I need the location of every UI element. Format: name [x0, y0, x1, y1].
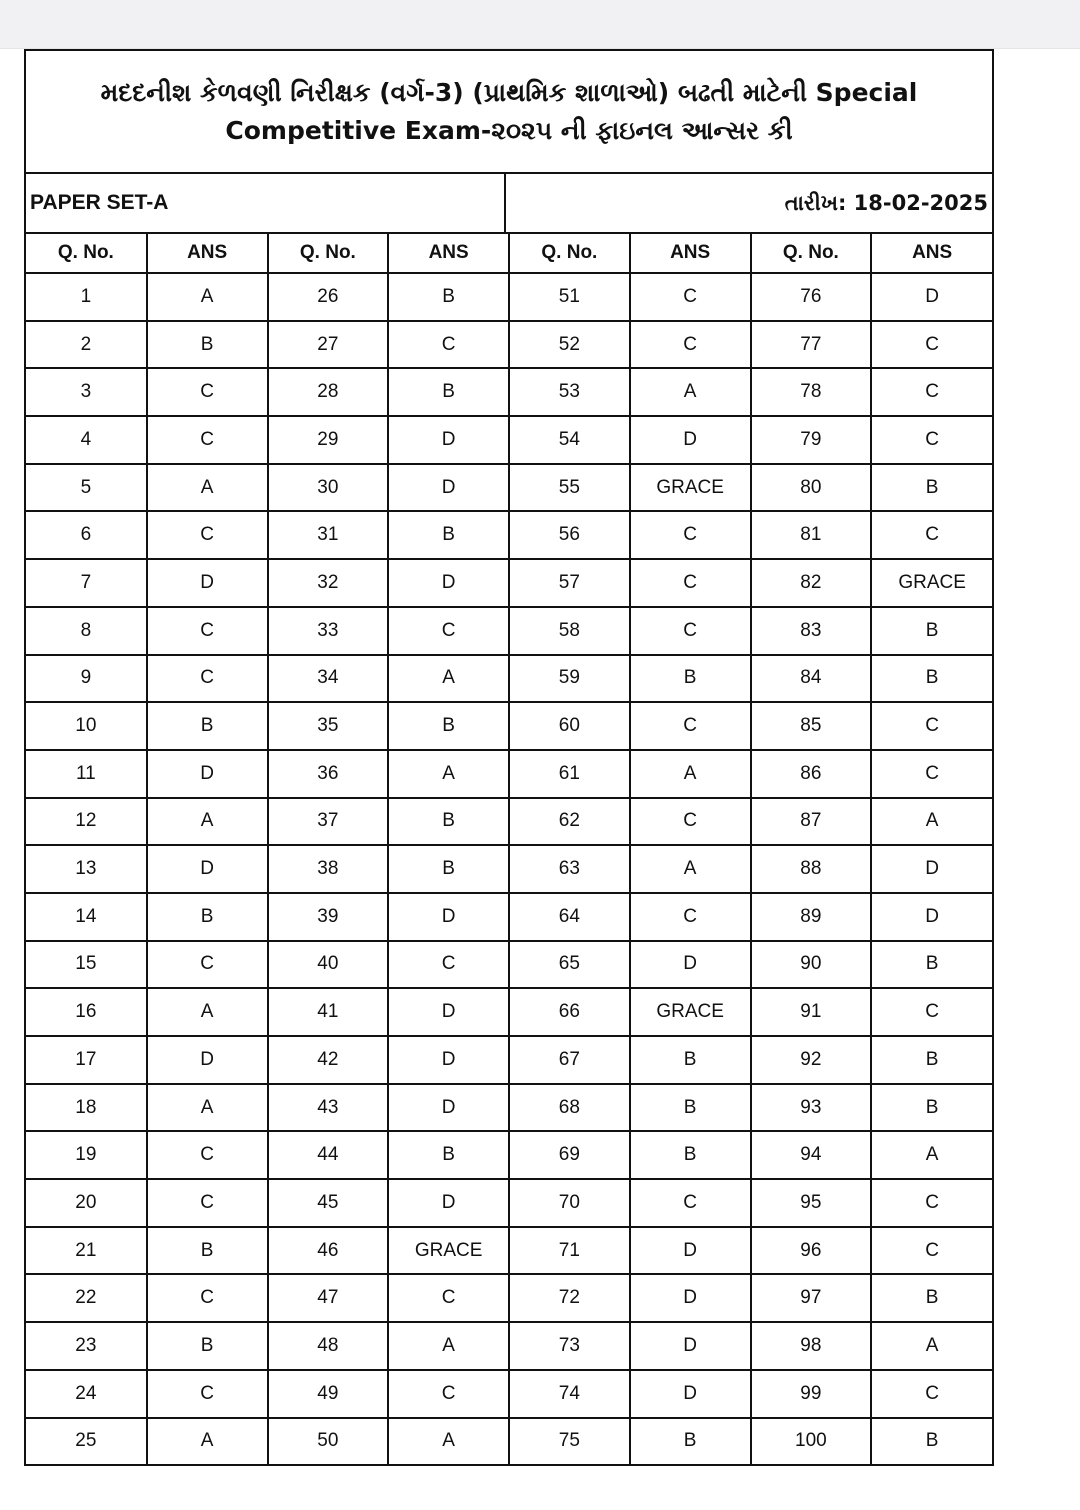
question-number-cell: 51 [509, 273, 630, 321]
answer-cell: A [388, 750, 509, 798]
title-line-1: મદદનીશ કેળવણી નિરીક્ષક (વર્ગ-3) (પ્રાથમિક શાળાઓ) બઢતી માટેની Special [100, 77, 918, 107]
answer-cell: C [630, 559, 751, 607]
answer-cell: B [871, 655, 992, 703]
answer-cell: C [871, 416, 992, 464]
answer-cell: C [630, 893, 751, 941]
question-number-cell: 95 [751, 1179, 872, 1227]
answer-cell: B [147, 893, 268, 941]
answer-cell: B [630, 655, 751, 703]
answer-cell: D [147, 845, 268, 893]
answer-cell: C [147, 368, 268, 416]
answer-cell: C [388, 321, 509, 369]
answer-cell: D [147, 750, 268, 798]
question-number-cell: 98 [751, 1322, 872, 1370]
answer-cell: GRACE [388, 1227, 509, 1275]
table-header-row [26, 234, 992, 273]
question-number-cell: 67 [509, 1036, 630, 1084]
question-number-cell: 18 [26, 1084, 147, 1132]
table-row [26, 559, 992, 607]
table-row [26, 607, 992, 655]
question-number-cell: 86 [751, 750, 872, 798]
question-number-cell: 45 [268, 1179, 389, 1227]
question-number-cell: 10 [26, 702, 147, 750]
table-row [26, 1036, 992, 1084]
answer-cell: D [630, 416, 751, 464]
question-number-cell: 38 [268, 845, 389, 893]
question-number-cell: 62 [509, 798, 630, 846]
question-number-cell: 42 [268, 1036, 389, 1084]
question-number-cell: 24 [26, 1370, 147, 1418]
question-number-cell: 79 [751, 416, 872, 464]
question-number-cell: 81 [751, 511, 872, 559]
question-number-cell: 49 [268, 1370, 389, 1418]
question-number-cell: 5 [26, 464, 147, 512]
answer-cell: D [871, 893, 992, 941]
question-number-cell: 61 [509, 750, 630, 798]
question-number-cell: 90 [751, 941, 872, 989]
answer-cell: B [630, 1084, 751, 1132]
answer-cell: C [147, 416, 268, 464]
question-number-cell: 94 [751, 1131, 872, 1179]
answer-cell: C [147, 941, 268, 989]
question-number-cell: 50 [268, 1418, 389, 1465]
answer-cell: C [871, 702, 992, 750]
table-row [26, 464, 992, 512]
question-number-cell: 36 [268, 750, 389, 798]
answer-cell: B [630, 1036, 751, 1084]
answer-cell: D [871, 845, 992, 893]
answer-cell: D [147, 1036, 268, 1084]
question-number-cell: 16 [26, 988, 147, 1036]
answer-cell: B [147, 1322, 268, 1370]
question-number-cell: 73 [509, 1322, 630, 1370]
answer-cell: C [147, 655, 268, 703]
answer-cell: B [388, 702, 509, 750]
answer-cell: GRACE [630, 464, 751, 512]
answer-cell: B [630, 1418, 751, 1465]
header-ans: ANS [630, 234, 751, 273]
question-number-cell: 78 [751, 368, 872, 416]
question-number-cell: 32 [268, 559, 389, 607]
question-number-cell: 43 [268, 1084, 389, 1132]
answer-cell: B [871, 941, 992, 989]
table-row [26, 655, 992, 703]
question-number-cell: 44 [268, 1131, 389, 1179]
question-number-cell: 83 [751, 607, 872, 655]
table-body [26, 273, 992, 1464]
meta-row [26, 174, 992, 234]
answer-cell: GRACE [630, 988, 751, 1036]
answer-cell: D [630, 1322, 751, 1370]
question-number-cell: 92 [751, 1036, 872, 1084]
header-qno: Q. No. [509, 234, 630, 273]
answer-key-sheet [24, 49, 994, 1466]
answer-cell: A [630, 368, 751, 416]
answer-cell: A [630, 750, 751, 798]
answer-cell: A [388, 1418, 509, 1465]
question-number-cell: 20 [26, 1179, 147, 1227]
question-number-cell: 21 [26, 1227, 147, 1275]
answer-cell: C [871, 1227, 992, 1275]
question-number-cell: 84 [751, 655, 872, 703]
question-number-cell: 48 [268, 1322, 389, 1370]
answer-cell: A [388, 1322, 509, 1370]
question-number-cell: 22 [26, 1274, 147, 1322]
answer-cell: A [388, 655, 509, 703]
answer-cell: C [630, 1179, 751, 1227]
question-number-cell: 47 [268, 1274, 389, 1322]
question-number-cell: 70 [509, 1179, 630, 1227]
answer-cell: C [388, 1274, 509, 1322]
answer-cell: D [388, 416, 509, 464]
answer-cell: D [630, 941, 751, 989]
question-number-cell: 1 [26, 273, 147, 321]
question-number-cell: 87 [751, 798, 872, 846]
top-bar [0, 0, 1080, 49]
question-number-cell: 96 [751, 1227, 872, 1275]
answer-cell: A [630, 845, 751, 893]
question-number-cell: 33 [268, 607, 389, 655]
answer-cell: C [147, 1274, 268, 1322]
question-number-cell: 8 [26, 607, 147, 655]
answer-cell: D [630, 1274, 751, 1322]
question-number-cell: 56 [509, 511, 630, 559]
question-number-cell: 76 [751, 273, 872, 321]
answer-cell: D [871, 273, 992, 321]
question-number-cell: 64 [509, 893, 630, 941]
question-number-cell: 23 [26, 1322, 147, 1370]
answer-cell: C [147, 511, 268, 559]
table-row [26, 988, 992, 1036]
answer-cell: B [147, 1227, 268, 1275]
question-number-cell: 41 [268, 988, 389, 1036]
answer-cell: B [147, 702, 268, 750]
question-number-cell: 13 [26, 845, 147, 893]
question-number-cell: 68 [509, 1084, 630, 1132]
question-number-cell: 77 [751, 321, 872, 369]
answer-cell: D [630, 1370, 751, 1418]
answer-cell: D [388, 988, 509, 1036]
answer-cell: B [147, 321, 268, 369]
question-number-cell: 57 [509, 559, 630, 607]
table-row [26, 1131, 992, 1179]
table-row [26, 1084, 992, 1132]
answer-cell: B [388, 273, 509, 321]
question-number-cell: 7 [26, 559, 147, 607]
answer-cell: B [871, 1274, 992, 1322]
answer-cell: B [871, 1036, 992, 1084]
answer-cell: B [388, 845, 509, 893]
table-row [26, 845, 992, 893]
table-row [26, 321, 992, 369]
answer-cell: C [630, 702, 751, 750]
question-number-cell: 69 [509, 1131, 630, 1179]
answer-cell: C [630, 798, 751, 846]
question-number-cell: 52 [509, 321, 630, 369]
question-number-cell: 11 [26, 750, 147, 798]
question-number-cell: 100 [751, 1418, 872, 1465]
question-number-cell: 89 [751, 893, 872, 941]
answer-cell: D [388, 1036, 509, 1084]
question-number-cell: 55 [509, 464, 630, 512]
table-row [26, 511, 992, 559]
title-line-2: Competitive Exam-૨૦૨૫ ની ફાઇનલ આન્સર કી [225, 115, 793, 145]
question-number-cell: 34 [268, 655, 389, 703]
answer-cell: A [147, 273, 268, 321]
question-number-cell: 72 [509, 1274, 630, 1322]
answer-cell: C [630, 607, 751, 655]
table-row [26, 273, 992, 321]
answer-cell: B [871, 1084, 992, 1132]
table-row [26, 1370, 992, 1418]
question-number-cell: 15 [26, 941, 147, 989]
header-qno: Q. No. [268, 234, 389, 273]
table-row [26, 1322, 992, 1370]
answer-cell: D [388, 1179, 509, 1227]
question-number-cell: 58 [509, 607, 630, 655]
table-row [26, 798, 992, 846]
question-number-cell: 80 [751, 464, 872, 512]
question-number-cell: 28 [268, 368, 389, 416]
answer-cell: A [147, 988, 268, 1036]
answer-cell: A [147, 464, 268, 512]
header-ans: ANS [147, 234, 268, 273]
answer-cell: C [871, 988, 992, 1036]
question-number-cell: 35 [268, 702, 389, 750]
question-number-cell: 37 [268, 798, 389, 846]
answer-cell: B [388, 798, 509, 846]
question-number-cell: 63 [509, 845, 630, 893]
question-number-cell: 88 [751, 845, 872, 893]
question-number-cell: 25 [26, 1418, 147, 1465]
answer-cell: C [147, 1370, 268, 1418]
question-number-cell: 27 [268, 321, 389, 369]
question-number-cell: 93 [751, 1084, 872, 1132]
answer-cell: C [871, 511, 992, 559]
question-number-cell: 17 [26, 1036, 147, 1084]
answer-cell: C [871, 321, 992, 369]
answer-cell: A [147, 798, 268, 846]
question-number-cell: 46 [268, 1227, 389, 1275]
table-row [26, 1418, 992, 1465]
question-number-cell: 59 [509, 655, 630, 703]
answer-cell: B [388, 511, 509, 559]
date-label: તારીખ: 18-02-2025 [784, 190, 988, 215]
table-row [26, 893, 992, 941]
question-number-cell: 4 [26, 416, 147, 464]
answer-cell: A [147, 1084, 268, 1132]
answer-cell: GRACE [871, 559, 992, 607]
answer-cell: D [630, 1227, 751, 1275]
answer-cell: D [147, 559, 268, 607]
answer-table [26, 234, 992, 1464]
question-number-cell: 66 [509, 988, 630, 1036]
answer-cell: A [871, 798, 992, 846]
question-number-cell: 54 [509, 416, 630, 464]
answer-cell: C [388, 1370, 509, 1418]
table-row [26, 368, 992, 416]
table-row [26, 1274, 992, 1322]
question-number-cell: 60 [509, 702, 630, 750]
answer-cell: C [388, 607, 509, 655]
answer-cell: C [147, 607, 268, 655]
answer-cell: D [388, 1084, 509, 1132]
question-number-cell: 14 [26, 893, 147, 941]
question-number-cell: 65 [509, 941, 630, 989]
answer-cell: D [388, 893, 509, 941]
table-row [26, 1179, 992, 1227]
question-number-cell: 74 [509, 1370, 630, 1418]
table-row [26, 750, 992, 798]
table-row [26, 1227, 992, 1275]
document-title [26, 51, 992, 174]
table-row [26, 941, 992, 989]
header-qno: Q. No. [26, 234, 147, 273]
question-number-cell: 75 [509, 1418, 630, 1465]
question-number-cell: 53 [509, 368, 630, 416]
question-number-cell: 91 [751, 988, 872, 1036]
table-row [26, 702, 992, 750]
answer-cell: C [147, 1179, 268, 1227]
question-number-cell: 97 [751, 1274, 872, 1322]
paper-set-label: PAPER SET-A [26, 174, 506, 232]
answer-cell: C [630, 273, 751, 321]
answer-cell: C [630, 511, 751, 559]
answer-cell: B [871, 464, 992, 512]
answer-cell: A [871, 1131, 992, 1179]
answer-cell: A [147, 1418, 268, 1465]
answer-cell: C [871, 750, 992, 798]
question-number-cell: 71 [509, 1227, 630, 1275]
table-row [26, 416, 992, 464]
question-number-cell: 31 [268, 511, 389, 559]
question-number-cell: 29 [268, 416, 389, 464]
question-number-cell: 99 [751, 1370, 872, 1418]
header-ans: ANS [871, 234, 992, 273]
answer-cell: C [871, 368, 992, 416]
answer-cell: B [871, 1418, 992, 1465]
answer-cell: C [871, 1179, 992, 1227]
answer-cell: B [388, 368, 509, 416]
answer-cell: D [388, 464, 509, 512]
answer-cell: C [147, 1131, 268, 1179]
answer-cell: C [630, 321, 751, 369]
answer-cell: D [388, 559, 509, 607]
header-qno: Q. No. [751, 234, 872, 273]
question-number-cell: 85 [751, 702, 872, 750]
answer-cell: C [871, 1370, 992, 1418]
question-number-cell: 12 [26, 798, 147, 846]
question-number-cell: 9 [26, 655, 147, 703]
question-number-cell: 3 [26, 368, 147, 416]
question-number-cell: 2 [26, 321, 147, 369]
answer-cell: C [388, 941, 509, 989]
question-number-cell: 6 [26, 511, 147, 559]
header-ans: ANS [388, 234, 509, 273]
answer-cell: B [630, 1131, 751, 1179]
question-number-cell: 82 [751, 559, 872, 607]
question-number-cell: 26 [268, 273, 389, 321]
question-number-cell: 39 [268, 893, 389, 941]
question-number-cell: 40 [268, 941, 389, 989]
question-number-cell: 30 [268, 464, 389, 512]
answer-cell: B [388, 1131, 509, 1179]
answer-cell: A [871, 1322, 992, 1370]
answer-cell: B [871, 607, 992, 655]
question-number-cell: 19 [26, 1131, 147, 1179]
